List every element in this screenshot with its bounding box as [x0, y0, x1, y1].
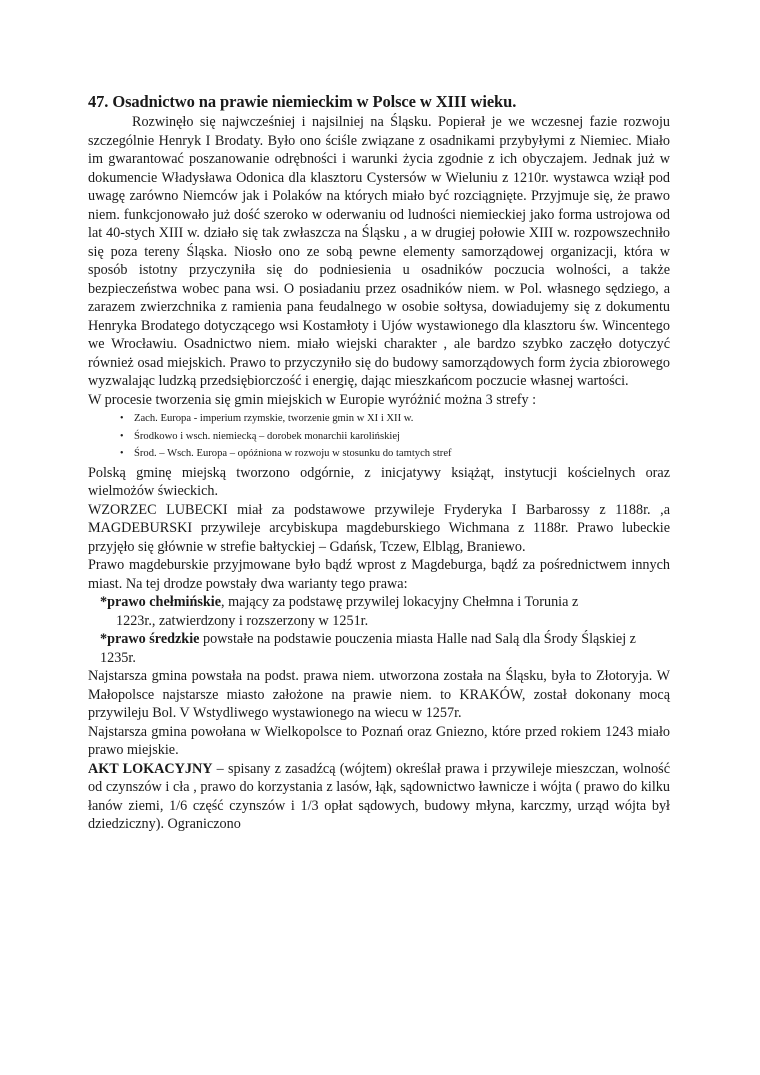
bullet-icon: •: [120, 430, 124, 442]
bullet-icon: •: [120, 413, 124, 424]
variant-sroda: *prawo średzkie powstałe na podstawie pouczenia miasta Halle nad Salą dla Środy Śląskiej z 1235r.: [100, 631, 636, 666]
bullet-icon: •: [120, 448, 124, 459]
paragraph-zones: W procesie tworzenia się gmin miejskich w Europie wyróżnić można 3 strefy :: [88, 391, 537, 408]
paragraph-lubeck-model: WZORZEC LUBECKI miał za podstawowe przywileje Fryderyka I Barbarossy z 1188r. ,a MAGDEBURSKI przywileje arcybiskupa magdeburskiego Wichmana z 1188r. Prawo lubeckie przyjęło się głównie w strefie bałtyckiej – Gdańsk, Tczew, Elbląg, Braniewo.: [88, 501, 670, 555]
list-item: • Środkowo i wsch. niemiecką – dorobek monarchii karolińskiej: [134, 428, 670, 446]
paragraph-location-act: AKT LOKACYJNY – spisany z zasadźcą (wójtem) określał prawa i przywileje mieszczan, wolność od czynszów i cła , prawo do korzystania z lasów, łąk, sądownictwo ławnicze i wójta ( prawo do kilku łanów ziemi, 1/6 część czynszów i 1/3 opłat sądowych, budowy młyna, karczmy, urząd wójta był dziedziczny). Ograniczono: [88, 760, 670, 832]
zones-list: [88, 410, 670, 463]
variant-chelmno-title: *prawo chełmińskie: [100, 594, 221, 610]
paragraph-wielkopolska: Najstarsza gmina powołana w Wielkopolsce to Poznań oraz Gniezno, które przed rokiem 1243 miało prawo miejskie.: [88, 723, 670, 758]
location-act-title: AKT LOKACYJNY: [88, 760, 213, 777]
variant-chelmno: *prawo chełmińskie, mający za podstawę przywilej lokacyjny Chełmna i Torunia z: [100, 594, 579, 610]
section-heading: 47. Osadnictwo na prawie niemieckim w Polsce w XIII wieku.: [88, 92, 517, 111]
variant-chelmno-continued: 1223r., zatwierdzony i rozszerzony w 1251r.: [116, 612, 369, 629]
paragraph-intro: Rozwinęło się najwcześniej i najsilniej na Śląsku. Popierał je we wczesnej fazie rozwoju szczególnie Henryk I Brodaty. Było ono ściśle związane z osadnikami przybyłymi z Niemiec. Miało im gwarantować poszanowanie odrębności i warunki życia zgodnie z ich obyczajem. Jednak już w dokumencie Władysława Odonica dla klasztoru Cystersów w Wieluniu z 1210r. wystawca wziął pod uwagę zarówno Niemców jak i Polaków na których miało być rozciągnięte. Przyjmuje się, że prawo niem. funkcjonowało już dość szeroko w oderwaniu od ludności niemieckiej jako forma ustrojowa od lat 40-stych XIII w. działo się tak zwłaszcza na Śląsku , a w drugiej połowie XIII w. rozpowszechniło się poza tereny Śląska. Niosło ono ze sobą pewne elementy samorządowej organizacji, która w sposób istotny przyczyniła się do podniesienia u osadników poczucia wolności, a także bezpieczeństwa wobec pana wsi. O posiadaniu przez osadników niem. w Pol. własnego sędziego, a zarazem zwierzchnika z ramienia pana feudalnego w osobie sołtysa, dowiadujemy się z dokumentu Henryka Brodatego dotyczącego wsi Kostamłoty i Ujów wystawionego dla klasztoru św. Wincentego we Wrocławiu. Osadnictwo niem. miało wiejski charakter , ale bardzo szybko zaczęło dotyczyć również osad miejskich. Prawo to przyczyniło się do budowy samorządowych form życia zbiorowego wyzwalając ludzką przedsiębiorczość i energię, dając mieszkańcom poczucie własnej wartości.: [88, 114, 670, 389]
paragraph-oldest-commune: Najstarsza gmina powstała na podst. prawa niem. utworzona została na Śląsku, była to Złotoryja. W Małopolsce najstarsze miasto założone na prawie niem. to KRAKÓW, został dokonany mocą przywileju Bol. V Wstydliwego wystawionego na wiecu w 1257r.: [88, 668, 670, 721]
list-item: • Zach. Europa - imperium rzymskie, tworzenie gmin w XI i XII w.: [134, 410, 670, 428]
paragraph-magdeburg-law: Prawo magdeburskie przyjmowane było bądź wprost z Magdeburga, bądź za pośrednictwem innych miast. Na tej drodze powstały dwa warianty tego prawa:: [88, 557, 670, 592]
paragraph-polish-commune: Polską gminę miejską tworzono odgórnie, z inicjatywy książąt, instytucji kościelnych oraz wielmożów świeckich.: [88, 464, 670, 499]
document-page: [88, 92, 670, 834]
variant-sroda-title: *prawo średzkie: [100, 631, 200, 647]
list-item: • Środ. – Wsch. Europa – opóźniona w rozwoju w stosunku do tamtych stref: [134, 445, 670, 463]
